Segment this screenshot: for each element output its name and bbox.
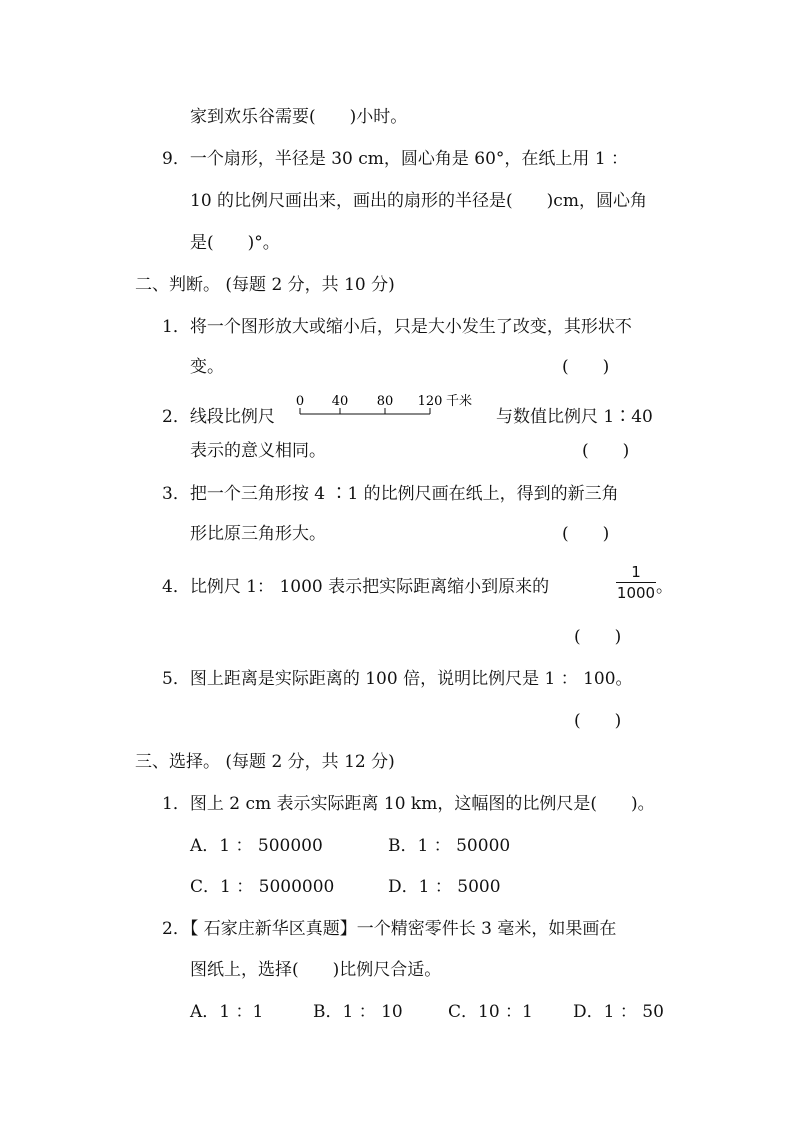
scale-tick-label: 80: [376, 394, 394, 409]
question-9-line-3: 是( )°。: [190, 233, 280, 253]
judge-2-line-1b: 与数值比例尺 1∶40: [496, 407, 653, 427]
fraction: [616, 563, 656, 602]
choice-2-question-line-2: 图纸上，选择( )比例尺合适。: [190, 960, 442, 980]
choice-2-option-c[interactable]: C．10 ：1: [448, 1002, 533, 1022]
fraction-numerator: 1: [631, 563, 641, 581]
answer-blank[interactable]: ( ): [574, 711, 622, 731]
choice-1-option-a[interactable]: A．1 ： 500000: [190, 836, 323, 856]
judge-4-end: 。: [656, 577, 673, 597]
judge-2-line-2: 表示的意义相同。: [190, 441, 326, 461]
judge-4-line-1: 4．比例尺 1： 1000 表示把实际距离缩小到原来的: [162, 577, 550, 597]
judge-2-line-1: 2．线段比例尺: [162, 407, 275, 427]
text-line: 家到欢乐谷需要( )小时。: [190, 107, 408, 127]
answer-blank[interactable]: ( ): [582, 441, 630, 461]
scale-tick-label: 40: [331, 394, 349, 409]
judge-1-line-2: 变。: [190, 357, 224, 377]
fraction-bar: [616, 582, 656, 583]
scale-tick-label: 0: [295, 394, 305, 409]
segment-scale-bar: [290, 390, 490, 430]
choice-1-option-d[interactable]: D．1 ： 5000: [388, 877, 501, 897]
answer-blank[interactable]: ( ): [574, 627, 622, 647]
choice-2-option-d[interactable]: D．1 ： 50: [573, 1002, 664, 1022]
judge-3-line-1: 3．把一个三角形按 4 ∶1 的比例尺画在纸上，得到的新三角: [162, 484, 619, 504]
choice-1-option-c[interactable]: C．1 ： 5000000: [190, 877, 335, 897]
judge-3-line-2: 形比原三角形大。: [190, 524, 326, 544]
section-3-heading: 三、选择。 (每题 2 分，共 12 分): [135, 752, 395, 772]
answer-blank[interactable]: ( ): [562, 524, 610, 544]
choice-2-question-line-1: 2．【 石家庄新华区真题】一个精密零件长 3 毫米，如果画在: [162, 919, 617, 939]
section-2-heading: 二、判断。 (每题 2 分，共 10 分): [135, 275, 395, 295]
choice-1-option-b[interactable]: B．1 ： 50000: [388, 836, 511, 856]
scale-tick-label: 120: [417, 394, 443, 409]
question-9-line-1: 9．一个扇形，半径是 30 cm，圆心角是 60°，在纸上用 1 ：: [162, 149, 629, 169]
scale-unit-label: 千米: [446, 394, 473, 409]
judge-1-line-1: 1．将一个图形放大或缩小后，只是大小发生了改变，其形状不: [162, 317, 632, 337]
choice-2-option-a[interactable]: A．1 ：1: [190, 1002, 264, 1022]
choice-2-option-b[interactable]: B．1 ： 10: [313, 1002, 403, 1022]
question-9-line-2: 10 的比例尺画出来，画出的扇形的半径是( )cm，圆心角: [190, 191, 647, 211]
choice-1-question: 1．图上 2 cm 表示实际距离 10 km，这幅图的比例尺是( )。: [162, 794, 655, 814]
fraction-denominator: 1000: [616, 584, 656, 602]
judge-5-line-1: 5．图上距离是实际距离的 100 倍，说明比例尺是 1 ： 100。: [162, 669, 633, 689]
answer-blank[interactable]: ( ): [562, 357, 610, 377]
